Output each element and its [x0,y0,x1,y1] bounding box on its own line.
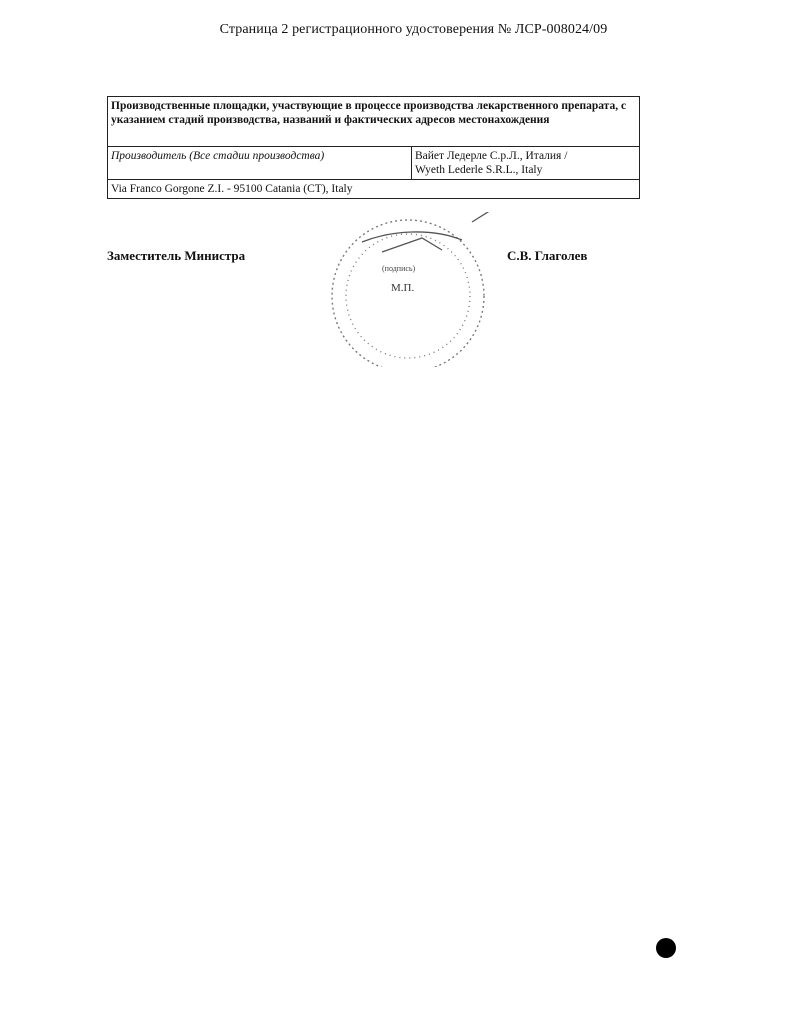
table-row [108,147,640,180]
page-header: Страница 2 регистрационного удостоверения № ЛСР-008024/09 [219,22,608,37]
signature-caption: (подпись) [382,264,416,273]
table-row [108,97,640,147]
table-row [108,180,640,199]
manufacturer-name-ru: Вайет Ледерле С.р.Л., Италия / [415,150,568,162]
signer-name: С.В. Глаголев [507,248,588,263]
manufacturer-name-en: Wyeth Lederle S.R.L., Italy [415,164,543,176]
manufacturer-address: Via Franco Gorgone Z.I. - 95100 Catania (CT), Italy [108,180,640,199]
manufacturer-name [412,147,640,180]
corner-dot [656,938,676,958]
stamp-mark: М.П. [391,282,415,294]
signer-title: Заместитель Министра [107,248,246,263]
production-sites-table [107,96,640,199]
manufacturer-role: Производитель (Все стадии производства) [108,147,412,180]
sites-heading: Производственные площадки, участвующие в процессе производства лекарственного препарата, с указанием стадий производства, названий и фактических адресов местонахождения [108,97,640,147]
